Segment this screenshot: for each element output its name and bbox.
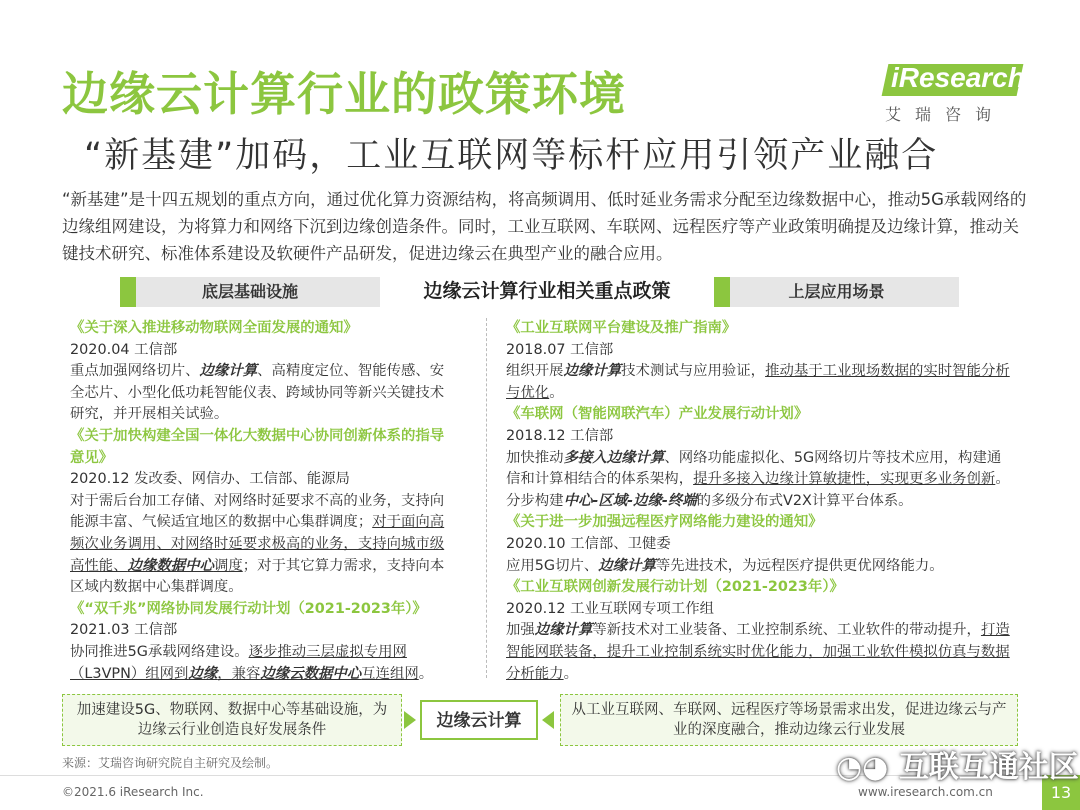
- policy-keyword: 边缘计算: [563, 363, 622, 380]
- policy-title: 《“双千兆”网络协同发展行动计划（2021-2023年）》: [70, 600, 427, 617]
- policy-keyword: 中心-区域-边缘-终端: [563, 492, 697, 509]
- application-summary-box: [560, 694, 1018, 746]
- policy-text: 。: [418, 665, 434, 682]
- policy-highlight: 调度: [213, 557, 243, 574]
- policy-title: 《关于加快构建全国一体化大数据中心协同创新体系的指导意见》: [70, 427, 445, 466]
- page-subtitle: “新基建”加码，工业互联网等标杆应用引领产业融合: [84, 136, 939, 176]
- policy-text: 加快推动: [506, 449, 564, 466]
- policy-title: 《工业互联网平台建设及推广指南》: [506, 320, 737, 336]
- watermark: [836, 742, 1079, 786]
- infrastructure-summary: 加速建设5G、物联网、数据中心等基础设施，为边缘云行业创造良好发展条件: [76, 702, 388, 738]
- arrow-right-icon: [404, 711, 416, 729]
- policy-description: [70, 491, 455, 599]
- policy-title: 《车联网（智能网联汽车）产业发展行动计划》: [506, 406, 809, 423]
- policy-description: [70, 642, 455, 685]
- policy-keyword: 多接入边缘计算: [563, 449, 665, 466]
- policy-text: 等新技术对工业装备、工业控制系统、工业软件的带动提升，: [592, 622, 981, 639]
- tab-applications-label: 上层应用场景: [788, 282, 885, 301]
- policy-keyword: 边缘计算: [199, 363, 258, 380]
- policy-highlight: 推动基于工业现场数据的实时智能分析与优化: [506, 363, 1010, 401]
- page-number: 13: [1042, 775, 1080, 810]
- policy-text: 重点加强网络切片、: [70, 363, 200, 380]
- policy-highlight: 打造智能网联装备，提升工业控制系统实时优化能力，加强工业软件模拟仿真与数据分析能力: [506, 622, 1010, 682]
- infrastructure-summary-box: [62, 694, 402, 746]
- policy-description: [506, 448, 1011, 513]
- tab-applications: [714, 277, 959, 307]
- policy-keyword: 边缘计算: [598, 557, 656, 574]
- policy-title: 《关于深入推进移动物联网全面发展的通知》: [70, 320, 358, 336]
- policy-text: 组织开展: [506, 363, 564, 380]
- policy-date-issuer: 2020.12 工业互联网专项工作组: [506, 600, 714, 617]
- website-link[interactable]: www.iresearch.com.cn: [858, 785, 993, 799]
- policy-text: 。: [563, 665, 578, 682]
- policy-text: 加强: [506, 622, 535, 639]
- policy-text: 技术测试与应用验证，: [621, 363, 766, 380]
- policy-keyword: 边缘云数据中心: [260, 665, 362, 682]
- policy-text: ；对于其它算力需求，支持向本区域内数据中心集群调度。: [70, 557, 445, 596]
- policy-description: [506, 361, 1011, 404]
- wechat-icon: ◔◕: [836, 750, 899, 785]
- policy-text: 协同推进5G承载网络建设。: [70, 643, 249, 660]
- source-note: 来源：艾瑞咨询研究院自主研究及绘制。: [62, 756, 279, 770]
- policy-text: 。: [549, 384, 564, 401]
- policy-title: 《关于进一步加强远程医疗网络能力建设的通知》: [506, 514, 823, 531]
- policy-keyword: 边缘计算: [534, 622, 593, 639]
- logo-word: iResearch: [891, 62, 1025, 93]
- policy-keyword: 边缘: [188, 665, 218, 682]
- policy-date-issuer: 2020.04 工信部: [70, 341, 178, 358]
- arrow-left-icon: [542, 711, 554, 729]
- policy-highlight: ，兼容: [217, 665, 261, 682]
- policy-text: 的多级分布式V2X计算平台体系。: [696, 492, 913, 509]
- policy-keyword: 边缘数据中心: [127, 557, 214, 574]
- policy-text: 应用5G切片、: [506, 557, 599, 574]
- column-divider: [486, 318, 487, 678]
- policy-title: 《工业互联网创新发展行动计划（2021-2023年）》: [506, 579, 844, 596]
- policy-highlight: 逐步推动三层虚拟专用网（L3VPN）组网到: [70, 643, 407, 682]
- right-policy-column: [506, 318, 1011, 685]
- policies-heading: 边缘云计算行业相关重点政策: [423, 280, 671, 302]
- tab-infrastructure: [120, 277, 380, 307]
- edge-cloud-box: 边缘云计算: [420, 700, 538, 740]
- tab-marker: [714, 277, 730, 307]
- iresearch-logo: [885, 58, 1025, 126]
- policy-highlight: 提升多接入边缘计算敏捷性，实现更多业务创新: [693, 471, 996, 488]
- logo-cn: 艾瑞咨询: [885, 105, 1006, 124]
- policy-date-issuer: 2021.03 工信部: [70, 622, 178, 639]
- tab-infrastructure-label: 底层基础设施: [201, 282, 298, 301]
- left-policy-column: [70, 318, 455, 685]
- policy-description: [506, 556, 1011, 578]
- page-title: 边缘云计算行业的政策环境: [62, 67, 626, 121]
- intro-paragraph: “新基建”是十四五规划的重点方向，通过优化算力资源结构，将高频调用、低时延业务需求分配至边缘数据中心，推动5G承载网络的边缘组网建设，为将算力和网络下沉到边缘创造条件。同时，工业互联网、车联网、远程医疗等产业政策明确提及边缘计算，推动关键技术研究、标准体系建设及软硬件产品研发，促进边缘云在典型产业的融合应用。: [62, 190, 1027, 263]
- watermark-text: 互联互通社区: [898, 750, 1079, 785]
- policy-description: [70, 361, 455, 426]
- policy-highlight: 互连组网: [361, 665, 419, 682]
- policy-text: 、高精度定位、智能传感、安全芯片、小型化低功耗智能仪表、跨域协同等新兴关键技术研究，并开展相关试验。: [70, 363, 445, 423]
- copyright: ©2021.6 iResearch Inc.: [62, 785, 204, 799]
- tab-marker: [120, 277, 136, 307]
- policy-date-issuer: 2018.07 工信部: [506, 341, 614, 358]
- policy-text: 对于需后台加工存储、对网络时延要求不高的业务，支持向能源丰富、气候适宜地区的数据中心集群调度；: [70, 492, 445, 531]
- policy-text: 。分步构建: [506, 471, 1010, 509]
- policy-date-issuer: 2020.10 工信部、卫健委: [506, 535, 671, 552]
- application-summary: 从工业互联网、车联网、远程医疗等场景需求出发，促进边缘云与产业的深度融合，推动边缘云行业发展: [571, 702, 1007, 738]
- policy-text: 等先进技术，为远程医疗提供更优网络能力。: [655, 557, 944, 574]
- policy-date-issuer: 2018.12 工信部: [506, 427, 614, 444]
- policy-description: [506, 620, 1011, 685]
- policy-highlight: 对于面向高频次业务调用、对网络时延要求极高的业务，支持向城市级高性能、: [70, 514, 445, 574]
- policy-date-issuer: 2020.12 发改委、网信办、工信部、能源局: [70, 471, 350, 488]
- policy-text: 、网络功能虚拟化、5G网络切片等技术应用，构建通信和计算相结合的体系架构，: [506, 449, 1002, 488]
